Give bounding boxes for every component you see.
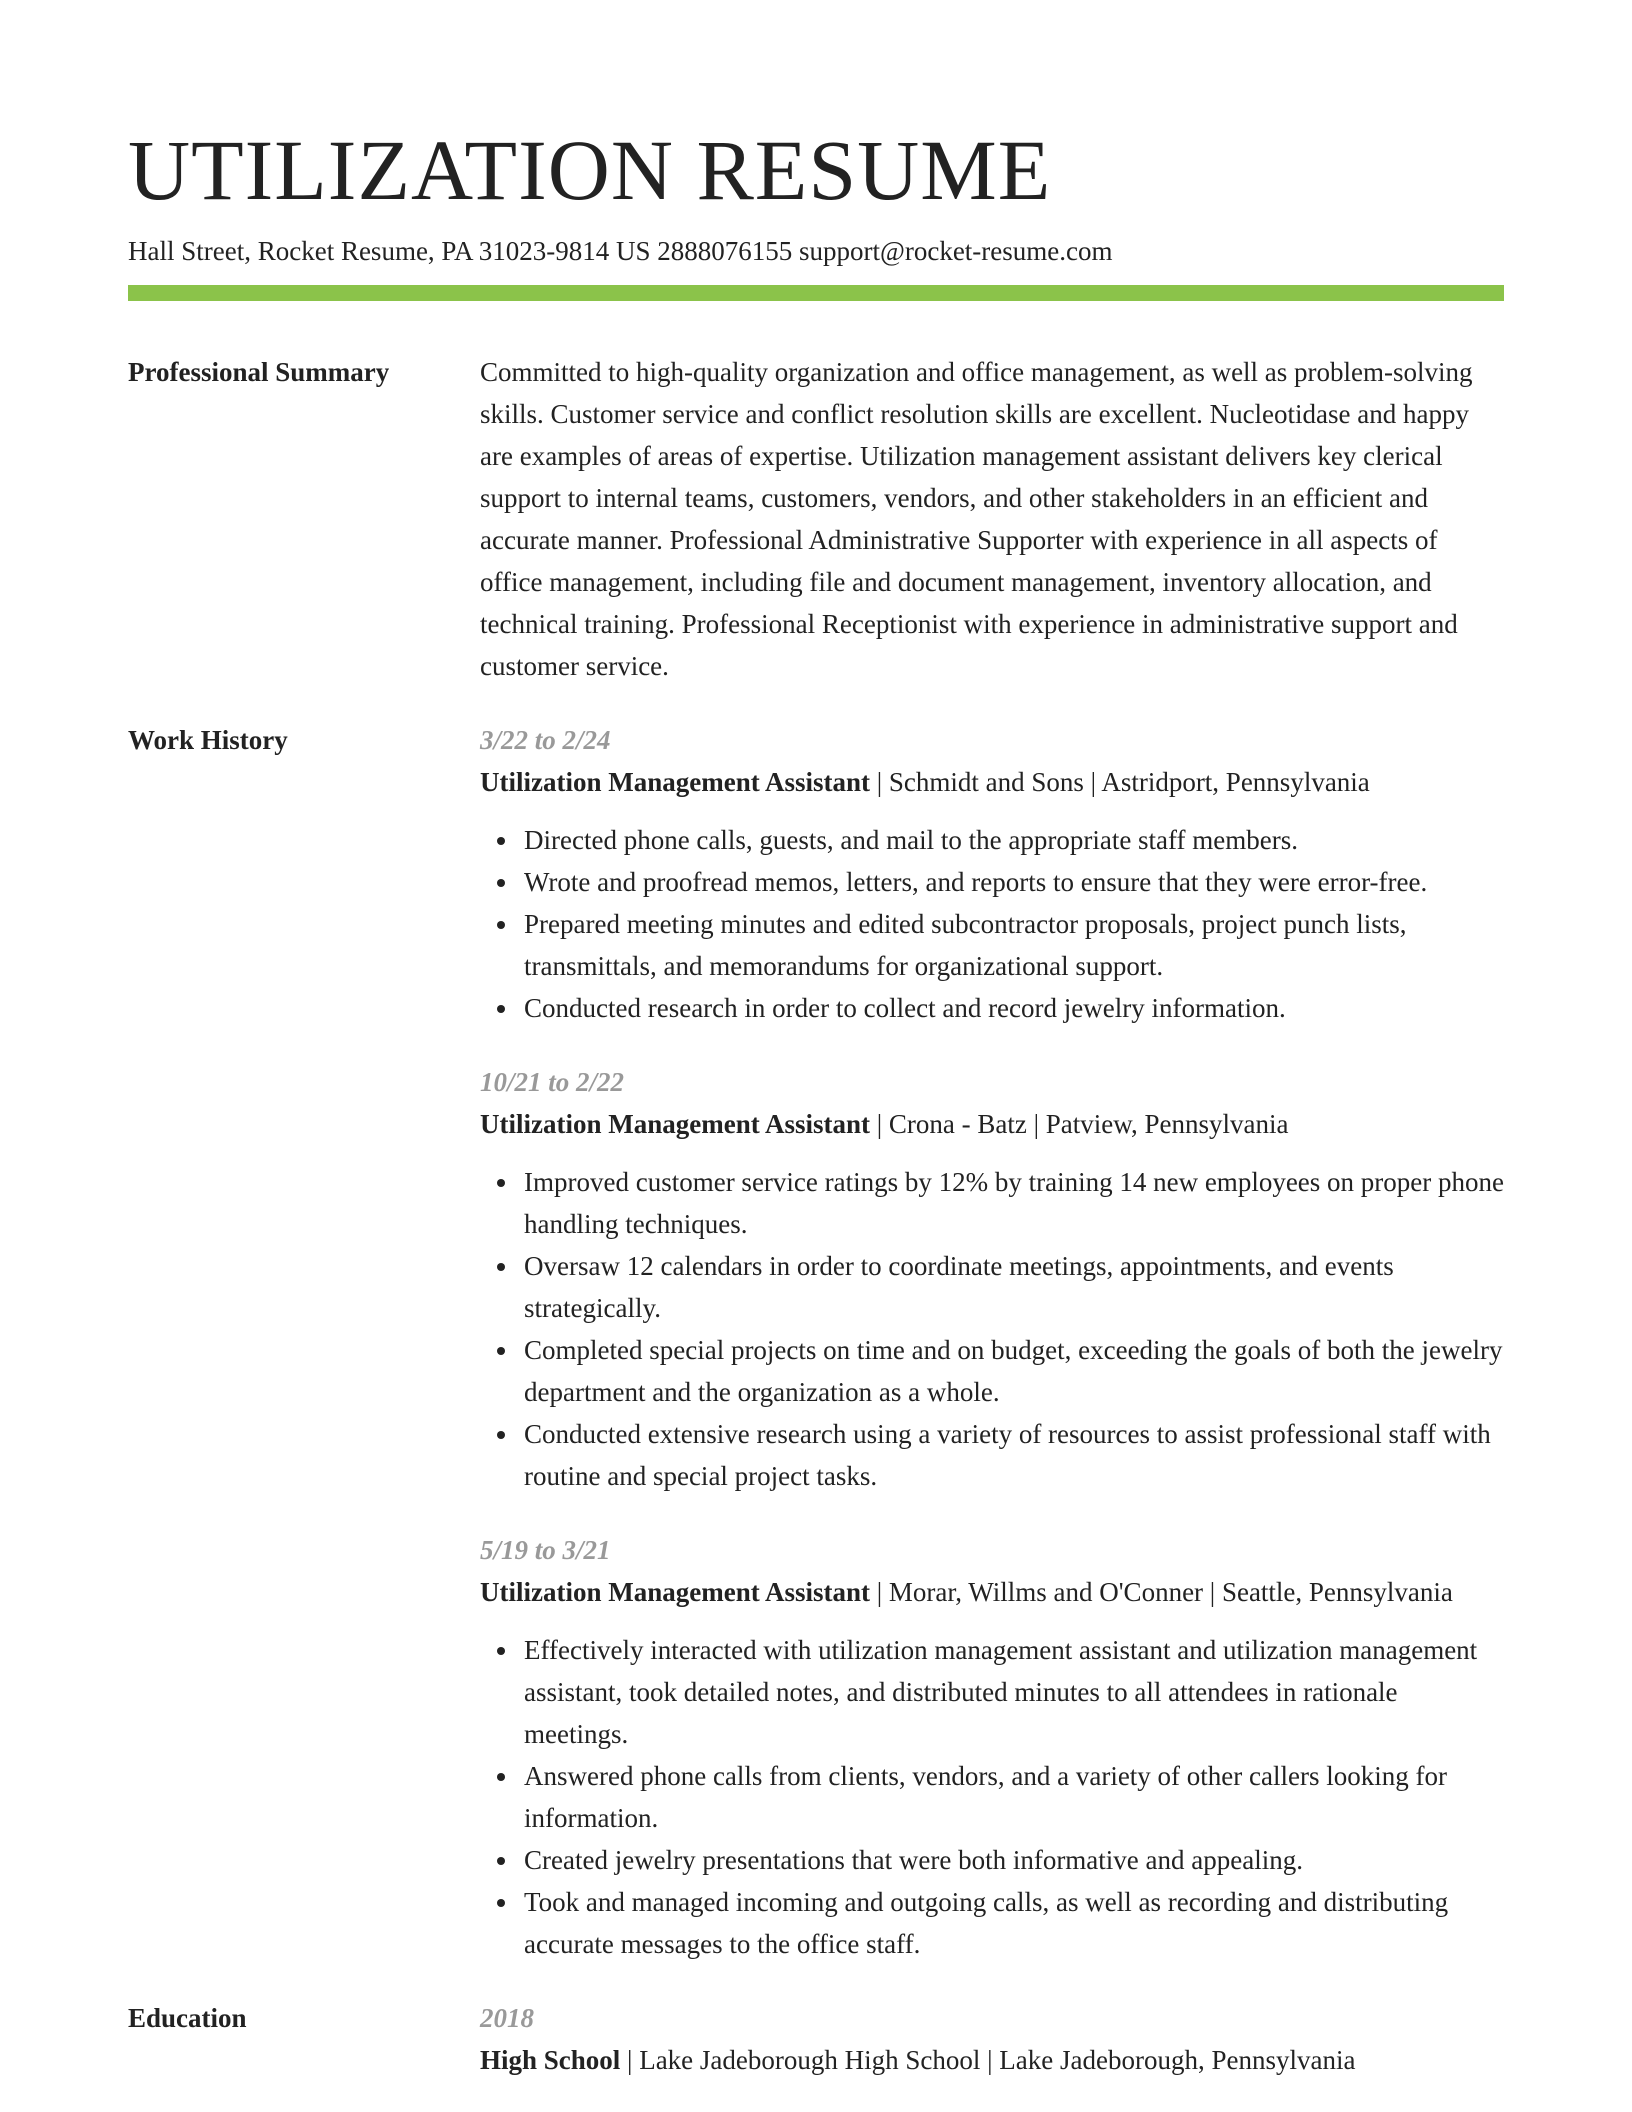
job-heading [480, 761, 1504, 803]
job-dates: 10/21 to 2/22 [480, 1067, 625, 1097]
job-bullet: Answered phone calls from clients, vendors, and a variety of other callers looking for information. [524, 1755, 1504, 1839]
professional-summary-section [128, 351, 1504, 687]
job-bullet-list [480, 1629, 1504, 1965]
contact-line: Hall Street, Rocket Resume, PA 31023-9814 US 2888076155 support@rocket-resume.com [128, 236, 1113, 266]
resume-page [128, 120, 1504, 2081]
summary-text: Committed to high-quality organization and office management, as well as problem-solving skills. Customer service and conflict resolution skills are excellent. Nucleotidase and happy are examples of areas of expertise. Utilization management assistant delivers key clerical support to internal teams, customers, vendors, and other stakeholders in an efficient and accurate manner. Professional Administrative Supporter with experience in all aspects of office management, including file and document management, inventory allocation, and technical training. Professional Receptionist with experience in administrative support and customer service. [480, 357, 1473, 681]
job-entry [480, 719, 1504, 1029]
job-bullet: Conducted extensive research using a variety of resources to assist professional staff with routine and special project tasks. [524, 1413, 1504, 1497]
job-title: Utilization Management Assistant [480, 1577, 870, 1607]
education-year: 2018 [480, 2003, 534, 2033]
section-label-summary: Professional Summary [128, 357, 390, 387]
job-bullet: Prepared meeting minutes and edited subcontractor proposals, project punch lists, transmittals, and memorandums for organizational support. [524, 903, 1504, 987]
job-bullet: Directed phone calls, guests, and mail to the appropriate staff members. [524, 819, 1504, 861]
job-bullet: Completed special projects on time and on budget, exceeding the goals of both the jewelry department and the organization as a whole. [524, 1329, 1504, 1413]
education-section [128, 1997, 1504, 2081]
job-entry [480, 1529, 1504, 1965]
job-title: Utilization Management Assistant [480, 1109, 870, 1139]
education-entry [480, 1997, 1504, 2081]
education-heading [480, 2039, 1504, 2081]
education-list [480, 1997, 1504, 2081]
resume-title: UTILIZATION RESUME [128, 122, 1052, 218]
job-title: Utilization Management Assistant [480, 767, 870, 797]
job-bullet: Oversaw 12 calendars in order to coordinate meetings, appointments, and events strategically. [524, 1245, 1504, 1329]
job-bullet: Improved customer service ratings by 12% by training 14 new employees on proper phone handling techniques. [524, 1161, 1504, 1245]
job-bullet-list [480, 1161, 1504, 1497]
job-bullet: Wrote and proofread memos, letters, and reports to ensure that they were error-free. [524, 861, 1504, 903]
job-details: | Schmidt and Sons | Astridport, Pennsylvania [869, 767, 1370, 797]
section-label-work-history: Work History [128, 725, 288, 755]
education-details: | Lake Jadeborough High School | Lake Jadeborough, Pennsylvania [620, 2045, 1356, 2075]
job-entry [480, 1061, 1504, 1497]
job-details: | Crona - Batz | Patview, Pennsylvania [869, 1109, 1289, 1139]
section-label-education: Education [128, 2003, 247, 2033]
job-details: | Morar, Willms and O'Conner | Seattle, Pennsylvania [869, 1577, 1453, 1607]
work-history-list [480, 719, 1504, 1965]
job-bullet: Created jewelry presentations that were both informative and appealing. [524, 1839, 1504, 1881]
job-heading [480, 1571, 1504, 1613]
job-dates: 3/22 to 2/24 [480, 725, 611, 755]
job-heading [480, 1103, 1504, 1145]
accent-divider [128, 285, 1504, 301]
work-history-section [128, 719, 1504, 1965]
job-bullet: Effectively interacted with utilization management assistant and utilization management assistant, took detailed notes, and distributed minutes to all attendees in rationale meetings. [524, 1629, 1504, 1755]
job-bullet: Took and managed incoming and outgoing calls, as well as recording and distributing accurate messages to the office staff. [524, 1881, 1504, 1965]
job-bullet: Conducted research in order to collect and record jewelry information. [524, 987, 1504, 1029]
job-bullet-list [480, 819, 1504, 1029]
education-degree: High School [480, 2045, 621, 2075]
job-dates: 5/19 to 3/21 [480, 1535, 611, 1565]
